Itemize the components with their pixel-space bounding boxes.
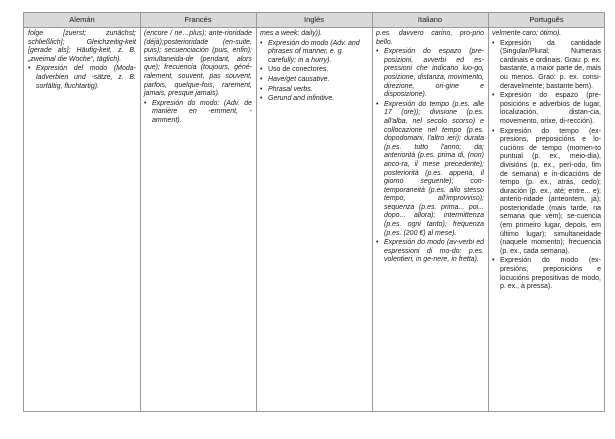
ingles-list-item: • Have/get causative. — [260, 76, 368, 85]
column-frances — [140, 28, 256, 411]
italiano-list-item: • Expresión do espazo (pre-posizioni, avverbi ed es-pressioni che indicano luo-go, posizione, distanza, movimento, direzione, ori-gine e disposizione). — [376, 48, 484, 100]
frances-list-item: • Expresión do modo: (Adv. de manière en -emment, -amment). — [144, 100, 252, 126]
header-aleman: Alemán — [69, 15, 95, 24]
column-aleman — [24, 28, 140, 411]
ingles-list-item: • Gerund and infinitive. — [260, 95, 368, 104]
column-ingles — [256, 28, 372, 411]
header-frances: Francés — [184, 15, 212, 24]
ingles-intro-text: mes a week; daily)). — [260, 30, 323, 37]
portugues-intro-text: velmente caro; ótimo). — [492, 30, 562, 37]
content-table — [23, 12, 605, 412]
column-italiano — [372, 28, 488, 411]
header-ingles: Inglés — [303, 15, 324, 24]
portugues-list-item: • Expresión do modo (ex-presións, preposicións e locucións prepositivas de modo, p. ex., à pressa). — [492, 257, 601, 291]
ingles-list-item: • Phrasal verbs. — [260, 86, 368, 95]
header-portugues: Português — [529, 15, 564, 24]
frances-intro-text: (encore / ne…plus); ante-rioridade (déjà);posterioridade (en-suite, puis); secuenciación (puis, enfin); simultaneida-de (pendant, alors que); frecuencia (toujours, géné-ralement, souvent, pas souvent, parfois, quelque-fois, rarement, jamais, presque jamais). — [144, 30, 252, 98]
header-italiano: Italiano — [417, 15, 443, 24]
portugues-list-item: • Expresión da cantidade (Singular/Plural; Numerais cardinais e ordinais. Grau: p. ex. bastante, a maior parte de, mais ou menos. Grao: p. ex. consi-deravelmente; bastante bem). — [492, 40, 601, 92]
italiano-list-item: • Expresión do modo (av-verbi ed espressioni di mo-do: p.es. volentieri, in ge-nere, in fretta). — [376, 239, 484, 265]
column-portugues — [488, 28, 605, 411]
ingles-list-item: • Uso de conectores. — [260, 66, 368, 75]
portugues-list-item: • Expresión do tempo (ex-presións, preposicións e lo-cucións de tempo (momen-to puntual (p. ex., meio-dia), divisións (p. ex., perí-odo, fim de semana) e in-dicacións de tempo (p. ex., atrás, cedo); duración (p. ex., até; entre... e); anterio-ridade (anteontem, já); posterioridade (mais tarde, na semana que vem); se-cuencia (em primeiro lugar, depois, em último lugar); simultaneidade (naquele momento); frecuencia (p. ex., cada semana). — [492, 128, 601, 257]
ingles-list-item: • Expresión do modo (Adv. and phrases of manner, e. g. carefully; in a hurry). — [260, 40, 368, 66]
portugues-list-item: • Expresión do espazo (pre-posicións e adverbios de lugar, localización, distan-cia, movemento, orixe, di-rección). — [492, 92, 601, 126]
table-header-row — [24, 13, 604, 28]
aleman-intro-text: folge [zuerst; zunächst; schließlich]; Gleichzeitig-keit [gerade als]; Häufig-keit, z. B. „zweimal die Woche“, täglich). — [28, 30, 136, 63]
italiano-intro-text: p.es. davvero carino, pro-prio bello. — [376, 30, 484, 46]
italiano-list-item: • Expresión do tempo (p.es. alle 17 (ore)); divisione (p.es. all'alba, nel secolo scorso) e collocazione nel tempo (p.es. dopodomani, l'altro ieri); durata (p.es. tutto l'anno; da; anteriorità (p.es. prima di, (non) anco-ra, il mese precedente); posteriorità (p.es. appena, il giorno seguente); con-temporaneità (p.es. allo stesso tempo, all'improvviso); sequenza (p.es. prima... poi... dopo... allora); intermittenza (p.es. ogni tanto); frequenza (p.es. (200 €) al mese). — [376, 101, 484, 239]
aleman-list-item: • Expresión del modo (Moda-ladverbien und -sätze, z. B. sorfältig, fluchtartig). — [28, 65, 136, 91]
